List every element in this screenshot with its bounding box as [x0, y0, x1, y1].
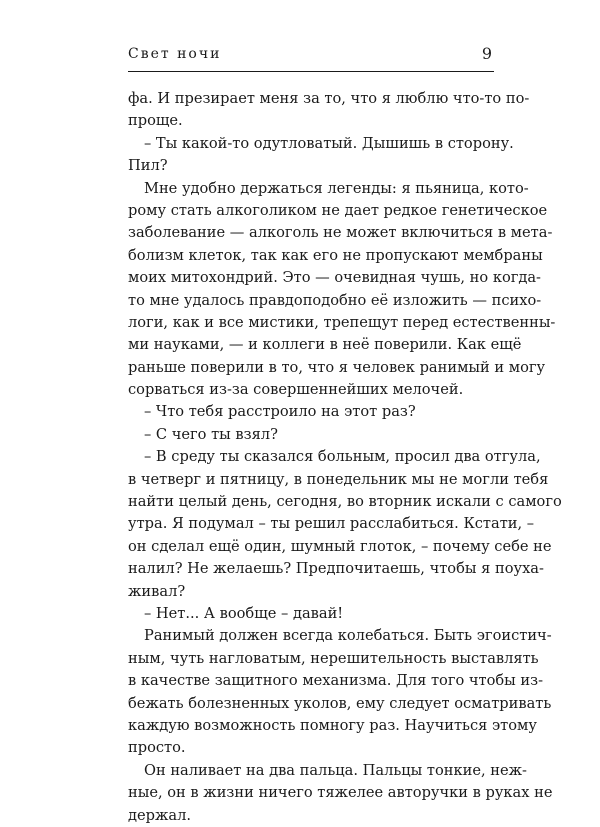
text-line: ным, чуть нагловатым, нерешительность выставлять	[128, 649, 539, 667]
text-line: рому стать алкоголиком не дает редкое генетическое	[128, 201, 548, 219]
text-line: налил? Не желаешь? Предпочитаешь, чтобы я поуха-	[128, 560, 544, 578]
header-rule	[128, 71, 494, 72]
text-line: то мне удалось правдоподобно её изложить — психо-	[128, 291, 542, 309]
text-line: держал.	[128, 806, 191, 824]
text-line: каждую возможность помногу раз. Научиться этому	[128, 716, 537, 734]
text-line: моих митохондрий. Это — очевидная чушь, но когда-	[128, 269, 541, 287]
text-line: Мне удобно держаться легенды: я пьяница, кото-	[144, 179, 529, 197]
text-line: просто.	[128, 739, 186, 757]
text-line: – С чего ты взял?	[144, 425, 278, 443]
text-line: проще.	[128, 112, 183, 130]
text-line: в четверг и пятницу, в понедельник мы не могли тебя	[128, 470, 549, 488]
page-header	[128, 44, 494, 68]
text-line: заболевание — алкоголь не может включиться в мета-	[128, 224, 553, 242]
text-line: – Нет... А вообще – давай!	[144, 604, 344, 622]
text-line: фа. И презирает меня за то, что я люблю что-то по-	[128, 90, 530, 107]
text-line: живал?	[128, 582, 186, 600]
text-line: Он наливает на два пальца. Пальцы тонкие, неж-	[144, 761, 527, 779]
running-title: Свет ночи	[128, 46, 222, 62]
text-line: – Что тебя расстроило на этот раз?	[144, 403, 416, 421]
text-line: болизм клеток, так как его не пропускают мембраны	[128, 246, 543, 264]
text-line: логи, как и все мистики, трепещут перед естественны-	[128, 313, 556, 331]
text-line: он сделал ещё один, шумный глоток, – почему себе не	[128, 537, 552, 555]
body-text	[128, 88, 562, 827]
text-line: сорваться из-за совершеннейших мелочей.	[128, 381, 464, 399]
text-line: – Ты какой-то одутловатый. Дышишь в сторону.	[144, 134, 514, 152]
text-line: в качестве защитного механизма. Для того чтобы из-	[128, 672, 544, 690]
text-line: Пил?	[128, 157, 168, 175]
text-line: найти целый день, сегодня, во вторник искали с самого	[128, 493, 562, 511]
text-line: раньше поверили в то, что я человек ранимый и могу	[128, 358, 546, 376]
text-line: Ранимый должен всегда колебаться. Быть эгоистич-	[144, 627, 552, 645]
text-line: ми науками, — и коллеги в неё поверили. Как ещё	[128, 336, 522, 354]
text-line: бежать болезненных уколов, ему следует осматривать	[128, 694, 552, 712]
text-line: утра. Я подумал – ты решил расслабиться. Кстати, –	[128, 515, 535, 533]
text-line: ные, он в жизни ничего тяжелее авторучки в руках не	[128, 784, 553, 802]
text-line: – В среду ты сказался больным, просил два отгула,	[144, 448, 541, 466]
page-number: 9	[481, 44, 492, 63]
